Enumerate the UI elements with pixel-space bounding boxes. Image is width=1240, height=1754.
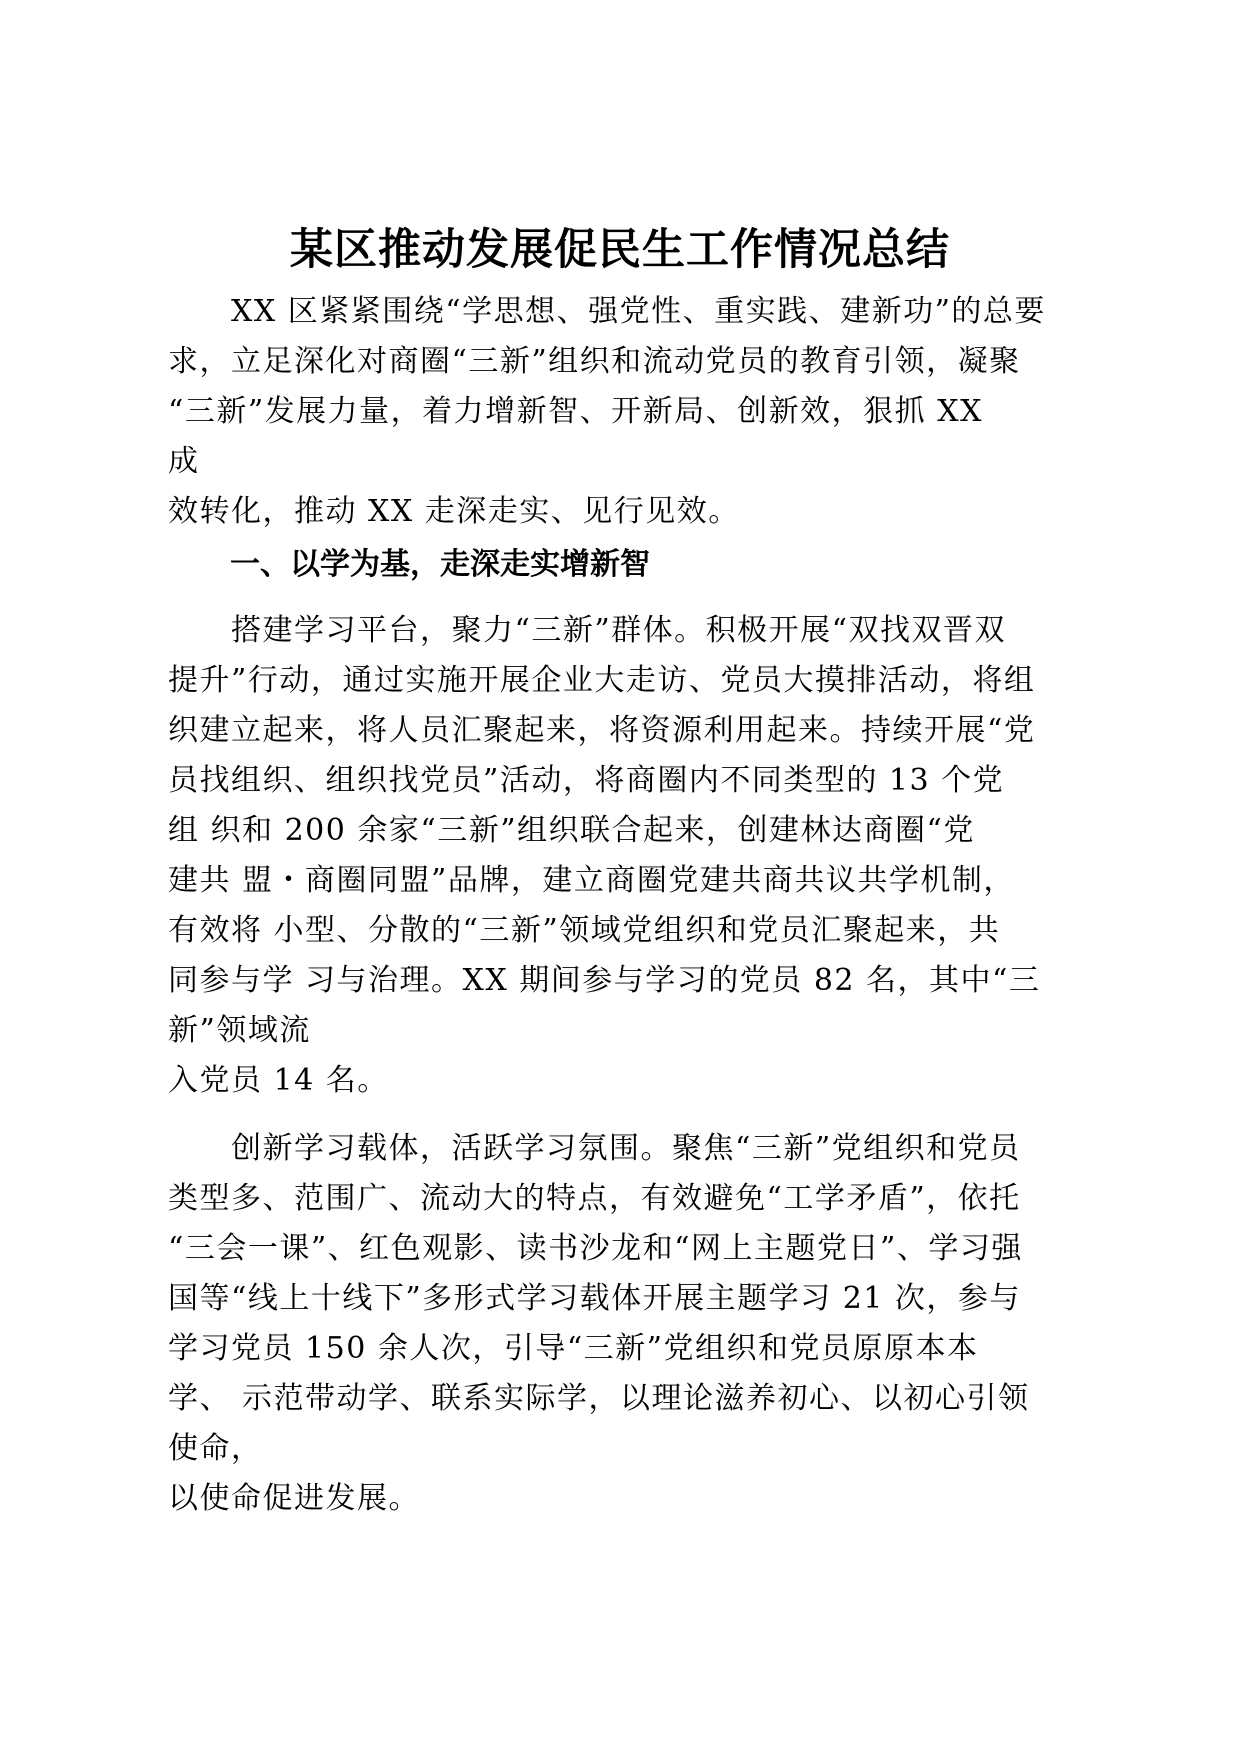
intro-line: 效转化，推动 XX 走深走实、见行见效。 <box>168 494 740 529</box>
paragraph-line: 同参与学 习与治理。XX 期间参与学习的党员 82 名，其中“三 <box>168 963 1041 998</box>
paragraph-line: 建共 盟・商圈同盟”品牌，建立商圈党建共商共议共学机制， <box>168 863 1015 898</box>
intro-line: XX 区紧紧围绕“学思想、强党性、重实践、建新功”的总要 <box>168 294 1046 329</box>
intro-line: 求，立足深化对商圈“三新”组织和流动党员的教育引领，凝聚 <box>168 344 1021 379</box>
paragraph-line: 搭建学习平台，聚力“三新”群体。积极开展“双找双晋双 <box>168 613 1007 648</box>
section-heading: 一、以学为基，走深走实增新智 <box>230 547 650 582</box>
document-title: 某区推动发展促民生工作情况总结 <box>290 225 950 275</box>
intro-line: 成 <box>168 444 200 479</box>
paragraph-line: 提升”行动，通过实施开展企业大走访、党员大摸排活动，将组 <box>168 663 1036 698</box>
paragraph-line: 国等“线上十线下”多形式学习载体开展主题学习 21 次，参与 <box>168 1281 1021 1316</box>
paragraph-line: 学习党员 150 余人次，引导“三新”党组织和党员原原本本 <box>168 1331 979 1366</box>
paragraph-line: “三会一课”、红色观影、读书沙龙和“网上主题党日”、学习强 <box>168 1231 1023 1266</box>
paragraph-line: 创新学习载体，活跃学习氛围。聚焦“三新”党组织和党员 <box>168 1131 1021 1166</box>
paragraph-line: 使命， <box>168 1431 263 1466</box>
paragraph-line: 学、 示范带动学、联系实际学，以理论滋养初心、以初心引领 <box>168 1381 1030 1416</box>
paragraph-line: 组 织和 200 余家“三新”组织联合起来，创建林达商圈“党 <box>168 813 975 848</box>
paragraph-line: 织建立起来，将人员汇聚起来，将资源利用起来。持续开展“党 <box>168 713 1036 748</box>
paragraph-line: 入党员 14 名。 <box>168 1063 389 1098</box>
paragraph-line: 以使命促进发展。 <box>168 1481 420 1516</box>
paragraph-line: 有效将 小型、分散的“三新”领域党组织和党员汇聚起来，共 <box>168 913 1001 948</box>
paragraph-line: 员找组织、组织找党员”活动，将商圈内不同类型的 13 个党 <box>168 763 1005 798</box>
paragraph-line: 新”领域流 <box>168 1013 311 1048</box>
paragraph-line: 类型多、范围广、流动大的特点，有效避免“工学矛盾”，依托 <box>168 1181 1021 1216</box>
intro-line: “三新”发展力量，着力增新智、开新局、创新效，狠抓 XX <box>168 394 983 429</box>
